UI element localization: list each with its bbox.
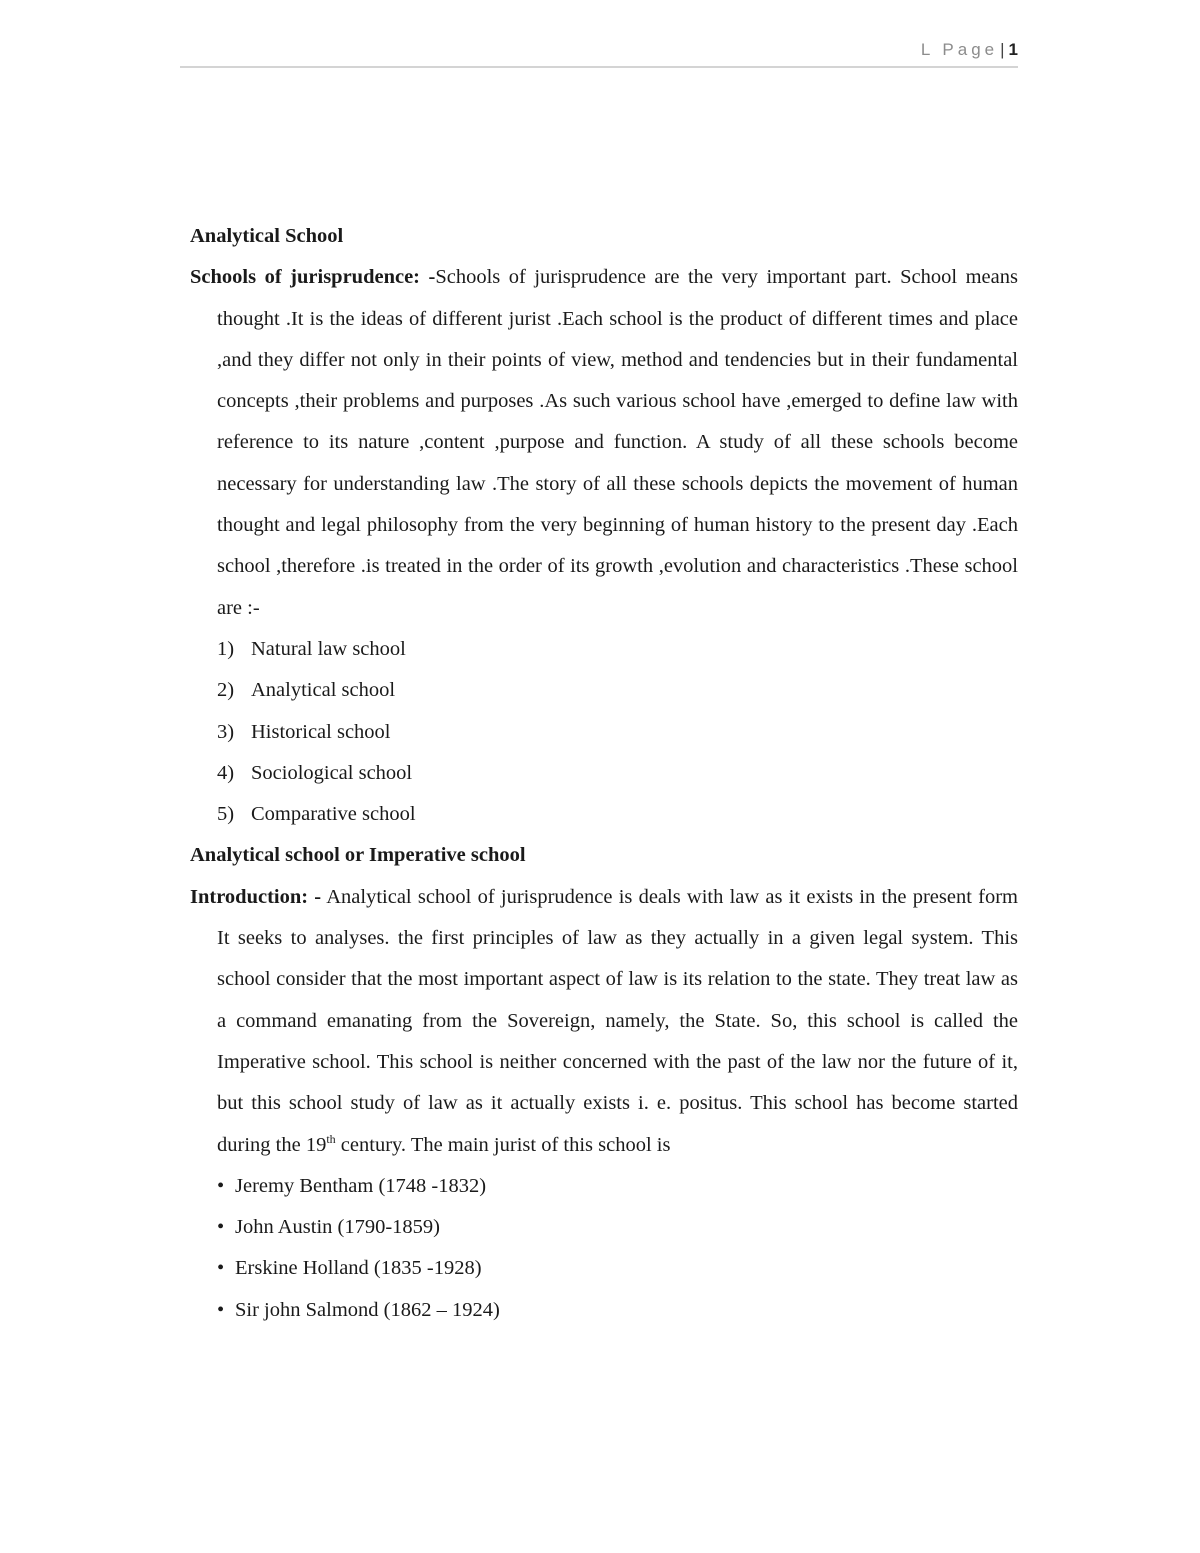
introduction-paragraph [190,877,1018,1166]
jurist-name: John Austin (1790-1859) [235,1216,440,1239]
list-label: Natural law school [251,637,406,660]
bullet-icon: • [217,1216,225,1239]
schools-text: Schools of jurisprudence are the very important part. School means thought .It is the ideas of different jurist .Each school is the product of different times and place ,and they differ not only in their points of view, method and tendencies but in their fundamental concepts ,their problems and purposes .As such various school have ,emerged to define law with reference to its nature ,content ,purpose and function. A study of all these schools become necessary for understanding law .The story of all these schools depicts the movement of human thought and legal philosophy from the very beginning of human history to the present day .Each school ,therefore .is treated in the order of its growth ,evolution and characteristics .These school are :- [217,266,1018,619]
list-item [217,629,1018,670]
introduction-lead: Introduction: - [190,885,322,908]
schools-paragraph [190,257,1018,629]
schools-lead: Schools of jurisprudence: - [190,266,436,289]
section-heading: Analytical school or Imperative school [190,844,526,867]
list-number: 4) [217,761,235,784]
list-label: Analytical school [251,679,396,702]
list-item [217,1290,1018,1331]
jurist-name: Jeremy Bentham (1748 -1832) [235,1174,487,1197]
list-item [217,794,1018,835]
superscript: th [326,1131,336,1146]
bullet-icon: • [217,1174,225,1197]
introduction-text: Analytical school of jurisprudence is deals with law as it exists in the present form It seeks to analyses. the first principles of law as they actually in a given legal system. This school consider that the most important aspect of law is its relation to the state. They treat law as a command emanating from the Sovereign, namely, the State. So, this school is called the Imperative school. This school is neither concerned with the past of the law nor the future of it, but this school study of law as it actually exists i. e. positus. This school has become started during the 19 [217,885,1018,1156]
list-number: 3) [217,720,235,743]
list-item [217,1166,1018,1207]
list-label: Sociological school [251,761,413,784]
bullet-icon: • [217,1257,225,1280]
document-body [190,216,1018,1331]
page-separator: | [1000,40,1005,59]
introduction-text-end: century. The main jurist of this school is [335,1133,671,1156]
bullet-icon: • [217,1298,225,1321]
list-item [217,753,1018,794]
jurist-name: Erskine Holland (1835 -1928) [235,1257,482,1280]
list-item [217,712,1018,753]
list-item [217,1207,1018,1248]
page-header [180,40,1018,60]
header-divider [180,66,1018,68]
schools-list [190,629,1018,835]
list-number: 2) [217,679,235,702]
page-label: L Page [920,40,999,59]
list-label: Comparative school [251,803,416,826]
jurists-list [190,1166,1018,1331]
list-item [217,670,1018,711]
list-label: Historical school [251,720,391,743]
list-item [217,1248,1018,1289]
document-title: Analytical School [190,225,344,247]
page-number: 1 [1008,40,1018,59]
list-number: 1) [217,637,235,660]
jurist-name: Sir john Salmond (1862 – 1924) [235,1298,500,1321]
list-number: 5) [217,803,235,826]
